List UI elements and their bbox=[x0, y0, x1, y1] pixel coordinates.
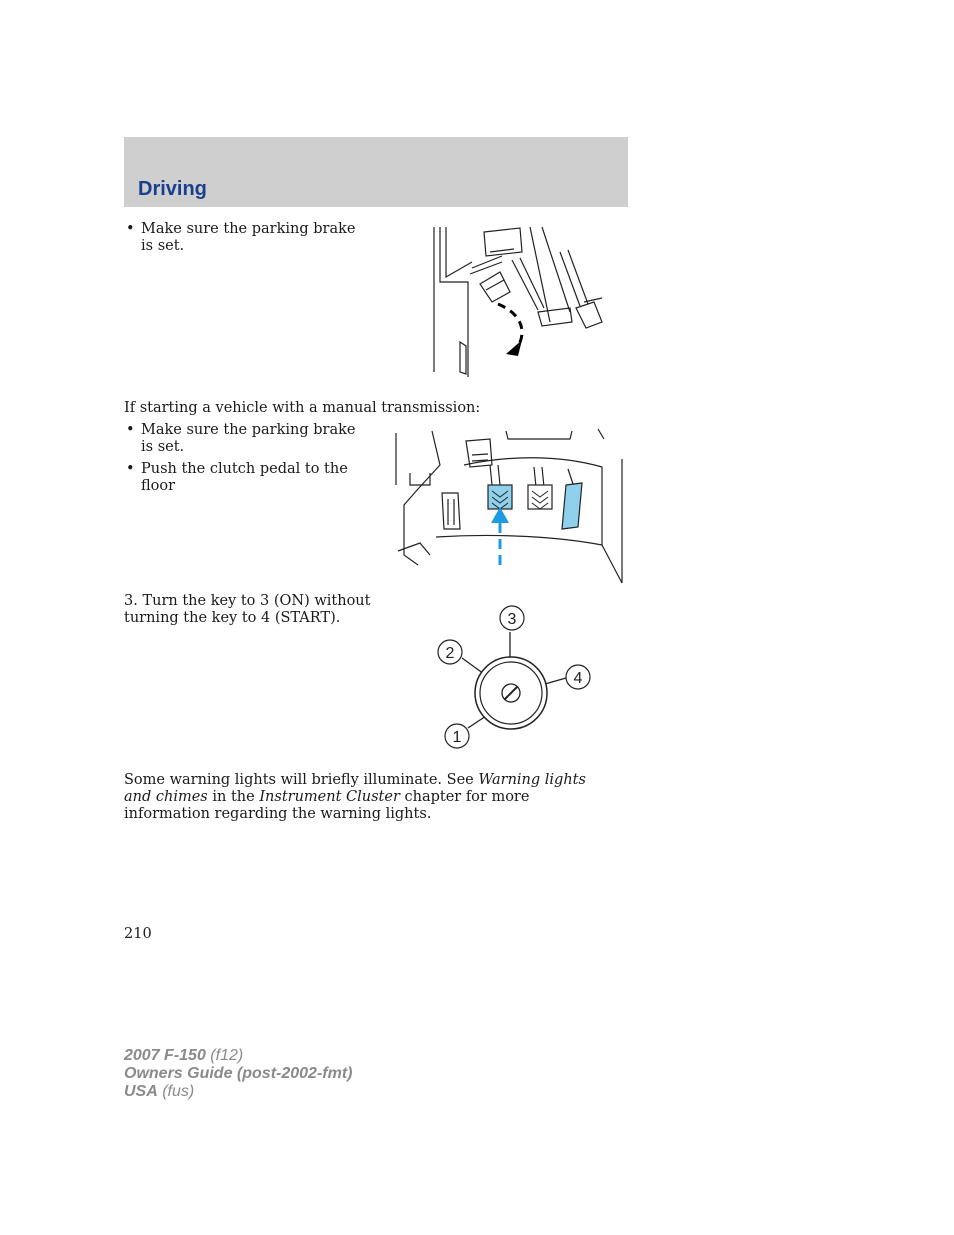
ignition-position-4: 4 bbox=[573, 670, 583, 687]
instrument-cluster-reference: Instrument Cluster bbox=[259, 789, 400, 805]
section-title: Driving bbox=[138, 178, 207, 200]
list-item: • Push the clutch pedal to the floor bbox=[124, 461, 364, 495]
bullet-list-parking bbox=[124, 221, 364, 260]
manual-transmission-intro: If starting a vehicle with a manual transmission: bbox=[124, 400, 481, 416]
ignition-position-2: 2 bbox=[445, 645, 455, 662]
list-item: • Make sure the parking brake is set. bbox=[124, 422, 364, 456]
parking-brake-release-illustration bbox=[420, 222, 620, 382]
bullet-list-manual bbox=[124, 422, 364, 500]
list-item: • Make sure the parking brake is set. bbox=[124, 221, 364, 255]
clutch-pedal-illustration bbox=[390, 425, 626, 585]
section-header-band bbox=[124, 137, 628, 207]
ignition-step-text: 3. Turn the key to 3 (ON) without turning the key to 4 (START). bbox=[124, 593, 371, 626]
document-footer: 2007 F-150 (f12) Owners Guide (post-2002-fmt) USA (fus) bbox=[124, 1047, 353, 1100]
page-number: 210 bbox=[124, 926, 152, 942]
ignition-switch-diagram bbox=[430, 600, 600, 755]
warning-lights-note: Some warning lights will briefly illuminate. See Warning lights and chimes in the Instrument Cluster chapter for more information regarding the warning lights. bbox=[124, 772, 586, 822]
warning-lights-reference: Warning lights and chimes bbox=[124, 772, 586, 805]
ignition-position-3: 3 bbox=[507, 611, 517, 628]
ignition-position-1: 1 bbox=[452, 729, 462, 746]
